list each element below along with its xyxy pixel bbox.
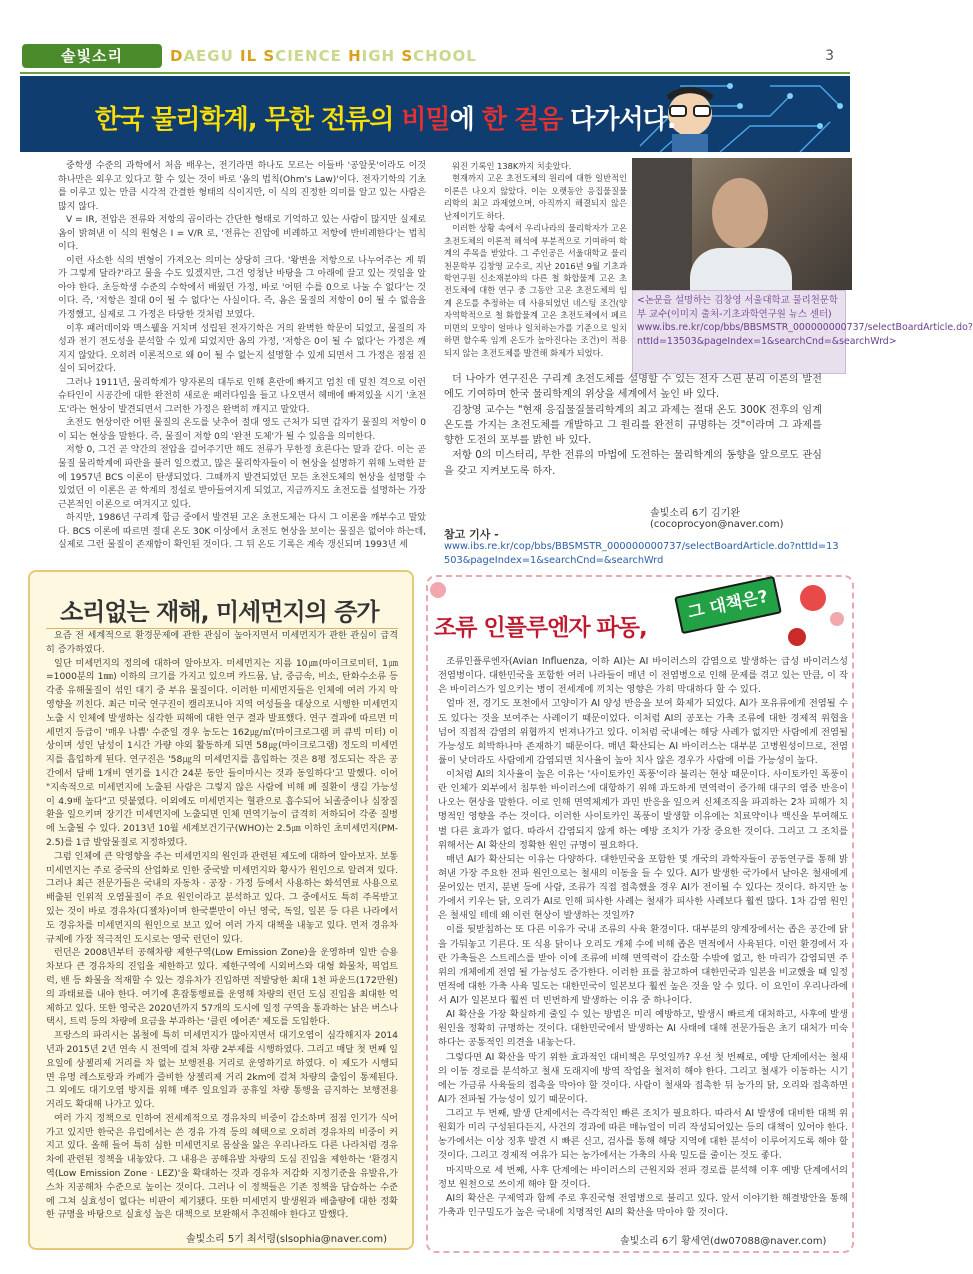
article-paragraph: 저항 0의 미스터리, 무한 전류의 마법에 도전하는 물리학계의 동향을 앞으로도 관심을 갖고 지켜보도록 하자. xyxy=(444,450,822,477)
title-underline xyxy=(46,628,398,629)
virus-icon xyxy=(788,628,806,646)
article-paragraph: 그러나 1911년, 물리학계가 양자론의 대두로 인해 혼란에 빠지고 엄친 데 덮친 격으로 이런 슈타인이 시공간에 대한 완전히 새로운 패러다임을 들고 나오면서 헤매에 빠져있을 시기 '초전도'라는 현상이 발견되면서 그러한 가정은 완벽히 깨지고 말았다. xyxy=(58,377,426,415)
virus-icon xyxy=(430,582,446,598)
virus-icon xyxy=(830,612,844,626)
masthead xyxy=(0,0,870,80)
article-paragraph: 더 나아가 연구진은 구리계 초전도체를 설명할 수 있는 전자 스핀 분리 이론의 발전에도 기여하며 한국 물리학계의 위상을 세계에서 높인 바 있다. xyxy=(444,374,822,401)
article-paragraph: V = IR, 전압은 전류와 저항의 곱이라는 간단한 형태로 기억하고 있는 사람이 많지만 실제로 옴이 밝혀낸 이 식의 원형은 I = V/R 로, '전류는 진압에 비례하고 저항에 반비례한다'는 법칙이다. xyxy=(58,215,426,253)
article-byline: 솔빛소리 6기 김기완(cocoprocyon@naver.com) xyxy=(650,508,784,530)
flu-paragraph: 이를 뒷받침하는 또 다른 이유가 국내 조류의 사육 환경이다. 대부분의 양계장에서는 좁은 공간에 닭을 가둬놓고 기른다. 또 식용 닭이나 오리도 개체 수에 비해 좁은 면적에서 사육된다. 이런 환경에서 자란 가축들은 스트레스를 받아 이에 조류에 비해 면역력이 감소할 수밖에 없고, 한 마리가 감염되면 주위의 개체에게 전염 될 가능성도 증가한다. 이러한 표를 참고하여 대한민국과 일본을 비교했을 때 일정 면적에 대한 가축 사육 밀도는 대한민국이 일본보다 훨씬 높은 것을 알 수 있다. 이 요인이 우리나라에서 AI가 일본보다 훨씬 더 빈번하게 발생하는 이유 중 하나이다. xyxy=(438,924,848,1006)
dust-paragraph: 일단 미세먼지의 정의에 대하여 알아보자. 미세먼지는 지름 10㎛(마이크로미터, 1㎛=1000분의 1㎜) 이하의 크기를 가지고 있으며 카드뮴, 납, 중금속, 비소, 탄화수소류 등 각종 유해물질이 섞인 대기 중 부유 물질이다. 이러한 미세먼지들은 인체에 여러 가지 악영향을 끼친다. 최근 미국 연구진이 캘리포니아 지역 여성들을 대상으로 시행한 미세먼지 노출 시 인체에 발생하는 심각한 피해에 대한 연구 결과 발표했다. 연구 결과에 따르면 미세먼지 등급이 '매우 나쁨' 수준일 경우 농도는 162㎍/㎥(마이크로그램 퍼 큐빅 미터) 이상이며 성인 남성이 1시간 가량 야외 활동하게 되면 58㎍(마이크로그램) 정도의 미세먼지를 흡입하게 된다. 연구진은 '58㎍의 미세먼지를 흡입하는 것은 8평 정도되는 작은 공간에서 담배 1개비 연기를 1시간 24분 동안 들이마시는 것과 동일하다'고 말했다. 이어 "지속적으로 미세먼지에 노출된 사람은 그렇지 않은 사람에 비해 폐 질환이 생길 가능성이 4.9배 높다"고 덧붙였다. 이외에도 미세먼지는 혈관으로 흡수되어 뇌졸중이나 심장질환을 일으키며 장기간 미세먼지에 노출되면 인체 면역기능이 급격히 저하되어 각종 질병에 노출될 수 있다. 2013년 10월 세계보건기구(WHO)는 2.5㎛ 이하인 초미세먼지(PM-2.5)를 1급 발암물질로 지정하였다. xyxy=(46,658,398,848)
flu-paragraph: 이처럼 AI의 치사율이 높은 이유는 '사이토카인 폭풍'이라 불리는 현상 때문이다. 사이토카인 폭풍이란 인체가 외부에서 침투한 바이러스에 대항하기 위해 과도하게 면역력이 증가해 대구의 염증 반응이 나오는 현상을 말한다. 이로 인해 면역체계가 과민 반응을 일으켜 신체조직을 파괴하는 2차 피해가 치명적인 영향을 주는 것이다. 이러한 사이토카인 폭풍이 발생할 이유에는 치료약이나 백신을 투여해도 별 다른 효과가 없다. 따라서 감염되지 않게 하는 예방 조치가 가장 중요한 것이다. 그리고 그 조치를 위해서는 AI 확산의 정확한 원인 규명이 필요하다. xyxy=(438,769,848,851)
flu-paragraph: 마지막으로 세 번째, 사후 단계에는 바이러스의 근원지와 전파 경로를 분석해 이후 예방 단계에서의 정보 원천으로 쓰이게 해야 할 것이다. xyxy=(438,1164,848,1190)
article-paragraph: 하지만, 1986년 구리계 합금 중에서 발견된 고온 초전도체는 다시 그 이론을 깨부수고 말았다. BCS 이론에 따르면 절대 온도 30K 이상에서 초전도 현상을 보이는 물질은 없어야 하는데, 실제로 그런 물질이 존재함이 확인된 것이다. 그 뒤 온도 기록은 계속 갱신되며 1993년 세 xyxy=(58,513,426,551)
article-title-part: 한 걸음 xyxy=(481,105,563,135)
article-paragraph: 김창영 교수는 "현재 응집물질물리학계의 최고 과제는 절대 온도 300K 전후의 임계 온도를 가지는 초전도체를 개발하고 그 원리를 완전히 규명하는 것"이라며 그 과제를 향한 도전의 포부를 밝힌 바 있다. xyxy=(444,404,822,447)
virus-icon xyxy=(800,585,826,611)
article-paragraph: 이런 사소한 식의 변형이 가져오는 의미는 상당히 크다. '왕변을 저항으로 나누어주는 게 뭐가 그렇게 달라?'라고 물을 수도 있겠지만, 그건 엉청난 바탕을 그 아래에 끌고 있는 것임을 알아야 한다. 초등학생 수준의 수학에서 배웠던 가정, 바로 '어떤 수를 0으로 나눌 수 없다'는 것이다. 즉, '저항은 절대 0이 될 수 없다'는 사실이다. 즉, 옴은 물질의 저항이 0이 될 수 없음을 가정했고, 실제로 그 가정은 타당한 것처럼 보였다. xyxy=(58,255,426,321)
school-name-initial: S xyxy=(263,47,276,65)
school-name-part: CIENCE xyxy=(275,47,349,65)
article-paragraph: 초전도 현상이란 어떤 물질의 온도를 낮추어 절대 영도 근처가 되면 갑자기 물질의 저항이 0이 되는 현상을 말한다. 즉, 물질이 저항 0의 '완전 도체'가 될 수 있음을 의미한다. xyxy=(58,418,426,442)
article-paragraph: 워진 기록인 138K까지 치솟았다. xyxy=(452,161,572,171)
photo-caption: <논문을 설명하는 김창영 서울대학교 물리천문학부 교수(이미지 출처-기초과학연구원 뉴스 센터) www.ibs.re.kr/cop/bbs/BBSMSTR_000000000737/selectBoardArticle.do?nttId=13503&pageIndex=1&searchCnd=&searchWrd> xyxy=(632,290,846,374)
article-title-part: 에 xyxy=(449,105,482,135)
article-title-part: 비밀 xyxy=(401,105,450,135)
flu-article-byline: 솔빛소리 6기 황세연(dw07088@naver.com) xyxy=(620,1236,827,1247)
flu-article-body xyxy=(438,655,848,1220)
article-body-left xyxy=(58,160,426,553)
dust-article-title: 소리없는 재해, 미세먼지의 증가 xyxy=(60,598,379,626)
article-paragraph: 이러한 상황 속에서 우리나라의 물리학자가 고온 초전도체의 이론적 해석에 부분적으로 기여하여 학계의 주목을 받았다. 그 주인공은 서울대학교 물리천문학부 김창영 교수로, 지난 2016년 9월 기초과학연구원 신소재분야의 다른 철 화합물계 고온 초전도체에 대한 연구 중 그동안 고온 초전도체의 임계 온도를 추정하는 데 사용되었던 네스팅 조건(양자역학적으로 철 화합물계 고온 초전도체에서 페르미면의 모양이 얼마나 일치하는가를 기준으로 일치하면 할수록 임계 온도가 높아진다는 조건)이 적용되지 않는 초전도체를 발견해 화제가 되었다. xyxy=(444,223,627,358)
dust-article-byline: 솔빛소리 5기 최서령(slsophia@naver.com) xyxy=(186,1234,387,1245)
flu-paragraph: 매년 AI가 확산되는 이유는 다양하다. 대한민국을 포함한 몇 개국의 과학자들이 공동연구를 통해 밝혀낸 가장 주요한 전파 원인으로는 철새의 이동을 들 수 있다. AI가 발생한 국가에서 날아온 철새에게 묻어있는 먼지, 분변 등에 사람, 조류가 직접 접촉했을 경우 AI가 전이될 수 있다는 것이다. 하지만 농가에서 키우는 닭, 오리가 AI로 인해 피사한 사례는 철새가 피사한 사례보다 훨씬 많다. 1차 감염 원인은 철새일 테데 왜 이런 현상이 발생하는 것일까? xyxy=(438,853,848,922)
dust-paragraph: 런던은 2008년부터 공해차량 제한구역(Low Emission Zone)을 운영하며 일반 승용차보다 큰 경유차의 진입을 제한하고 있다. 제한구역에 시외버스와 대형 화물차, 픽업트럭, 밴 등 화물을 적재할 수 있는 경유차가 진입하면 적발당한 최대 1천 파운드(172만원)의 과태료를 내야 한다. 여기에 혼잡통행료를 운영해 차량의 런던 도심 진입을 최대한 억제하고 있다. 또한 영국은 2020년까지 57개의 도시에 일정 구역을 통과하는 낡은 버스나 택시, 트럭 등의 차량에 요금을 부과하는 '클린 에어존' 제도를 도입한다. xyxy=(46,948,398,1028)
bookshelf-background xyxy=(632,158,692,290)
school-name-initial: H xyxy=(348,47,362,65)
portrait-face xyxy=(712,178,768,248)
article-title xyxy=(95,99,676,136)
school-name-part: CHOOL xyxy=(413,47,477,65)
page-number: 3 xyxy=(825,48,834,64)
dust-paragraph: 그럼 인체에 큰 악영향을 주는 미세먼지의 원인과 관련된 제도에 대하여 알아보자. 보통 미세먼지는 주로 중국의 산업화로 인한 중국발 미세먼지와 황사가 원인으로 알려져 있다. 그러나 최근 전문가들은 국내의 자동차 · 공장 · 가정 등에서 사용하는 화석연료 사용으로 배출된 인위적 오염물질이 주요 원인이라고 분석하고 있다. 그 중에서도 특히 주목받고 있는 것이 바로 경유차(디젤차)이며 한국뿐만이 아닌 영국, 독일, 일본 등 다른 나라에서도 경유차를 미세먼지의 원인으로 보고 있어 여러 가지 대책을 내놓고 있다. 먼저 경유차 규제에 가장 적극적인 도시로는 영국 런던이 있다. xyxy=(46,851,398,945)
flu-paragraph: 조류인플루엔자(Avian Influenza, 이하 AI)는 AI 바이러스의 감염으로 발생하는 급성 바이러스성 전염병이다. 대한민국을 포함한 여러 나라들이 매년 이 전염병으로 인해 문제를 겪고 있는 만큼, 이 작은 바이러스가 일으키는 병이 전세계에 끼치는 영향은 가히 막대하다 할 수 있다. xyxy=(438,656,849,696)
article-banner xyxy=(20,76,850,152)
dust-paragraph: 여러 가지 정책으로 인하여 전세계적으로 경유차의 비중이 감소하며 점점 인기가 식어가고 있지만 한국은 유럽에서는 쓴 경유 가격 등의 혜택으로 오히려 경유차의 비중이 커지고 있다. 올해 들어 특히 심한 미세먼지로 몸살을 앓은 우리나라도 다른 나라처럼 경유차에 관련된 정책을 내놓았다. 그 내용은 공해유발 차량의 도심 진입을 제한하는 '환경지역(Low Emission Zone · LEZ)'을 확대하는 것과 경유차 저감화 지정기준을 유발유,가스차 지공해차 수준으로 높이는 것이다. 그러나 이 정책들은 기존 정책을 답습하는 수준에 그쳐 실효성이 없다는 비판이 제기됐다. 또한 미세먼지 발생원과 배출량에 대한 정확한 규명을 바탕으로 실효성 높은 대책으로 보완해서 추진해야 한다고 말했다. xyxy=(46,1113,398,1221)
professor-photo xyxy=(632,158,852,290)
school-name-initial: D xyxy=(170,47,184,65)
school-name-part: IGH xyxy=(361,47,402,65)
reference-link[interactable]: www.ibs.re.kr/cop/bbs/BBSMSTR_000000000737/selectBoardArticle.do?nttId=13503&pageIndex=1&searchCnd=&searchWrd xyxy=(444,541,839,566)
article-paragraph: 이후 패러데이와 맥스웰을 거치며 성립된 전자기학은 거의 완벽한 학문이 되었고, 물질의 자성과 전기 전도성을 분석할 수 있게 되었지만 옴의 가정, '저항은 0이 될 수 없다'는 가정은 깨지지 않았다. 오히려 이론적으로 왜 0이 될 수 없는지 설명할 수 있게 되면서 그 가정은 점점 진실이 되어갔다. xyxy=(58,323,426,375)
school-name xyxy=(170,47,477,65)
flu-paragraph: 얼마 전, 경기도 포천에서 고양이가 AI 양성 반응을 보여 화제가 되었다. AI가 포유류에게 전염될 수도 있다는 것을 보여주는 사례이기 때문이었다. 이처럼 AI의 공포는 가축 조류에 대한 경제적 위협을 넘어 직접적 감염의 위협까지 번져나가고 있다. 이처럼 국내에는 해당 사례가 없지만 사람에게 전염될 가능성도 희박하나마 존재하기 때문이다. 매년 확산되는 AI 바이러스는 대부분 고병원성이므로, 전염률이 낮더라도 사람에게 감염되면 치사율이 높아 치사 않은 경우가 사람에 이를 가능성이 높다. xyxy=(438,698,848,766)
article-title-part: 한국 물리학계, 무한 전류의 xyxy=(95,105,402,135)
reference-title: 참고 기사 - xyxy=(444,528,499,541)
flu-paragraph: 그리고 두 번째, 발생 단계에서는 즉각적인 빠른 조치가 필요하다. 따라서 AI 발생에 대비한 대책 위원회가 미리 구성된다든지, 사건의 경과에 따른 매뉴얼이 미리 작성되어있는 등의 대책이 있어야 한다. 농가에서는 이상 징후 발견 시 빠른 신고, 검사를 통해 해당 지역에 대한 분석이 이루어지도록 해야 할 것이다. 그리고 경제적 여유가 되는 농가에서는 가축의 사육 밀도를 줄이는 것도 좋다. xyxy=(438,1108,848,1162)
school-name-initial: IL xyxy=(240,47,264,65)
article-paragraph: 중학생 수준의 과학에서 처음 배우는, 전기라면 하나도 모르는 이들바 '공알못'이라도 이것 하나만은 외우고 있다고 할 수 있는 것이 바로 '옴의 법칙(Ohm's Law)'이다. 전자기학의 기초를 이루고 있는 만큼 시각적 간결한 형태의 식이지만, 이 식의 진정한 의미를 알고 있는 사람은 많지 않다. xyxy=(58,161,426,212)
flu-paragraph: 그렇다면 AI 확산을 막기 위한 효과적인 대비책은 무엇일까? 우선 첫 번째로, 예방 단계에서는 철새의 이동 경로를 분석하고 철새 도래지에 방역 작업을 철저히 해야 한다. 그리고 철새가 이동하는 시기에는 가금류 사육들의 접촉을 막아야 할 것이다. 사람이 철새와 접촉한 뒤 농가의 닭, 오리와 접촉하면 AI가 전파될 가능성이 있기 때문이다. xyxy=(438,1051,848,1105)
article-body-right-lower xyxy=(444,372,822,479)
dust-paragraph: 요즘 전 세계적으로 환경문제에 관한 관심이 높아지면서 미세먼지가 관한 관심이 급격히 증가하였다. xyxy=(46,631,398,655)
school-name-initial: S xyxy=(401,47,414,65)
dust-paragraph: 프랑스의 파리시는 봄철에 특히 미세먼지가 많아지면서 대기오염이 심각해지자 2014년과 2015년 2년 연속 시 전역에 걸쳐 차량 2부제를 시행하였다. 그리고 매달 첫 번째 일요일에 상젤리제 거리를 차 없는 보행전용 거리로 운영하기로 하였다. 이 제도가 시행되면 유명 레스토랑과 카페가 즐비한 상젤리제 거리 2km에 걸쳐 차량의 출입이 통제된다. 그 외에도 대기오염 방지를 위해 매주 일요일과 공휴일 차량 통행을 금지하는 보행전용 거리도 확대해 나가고 있다. xyxy=(46,1031,398,1111)
masthead-divider xyxy=(20,72,850,74)
newspaper-logo: 솔빛소리 xyxy=(22,44,162,68)
flu-article-title: 조류 인플루엔자 파동, xyxy=(434,615,647,641)
flu-article-badge: 그 대책은? xyxy=(674,576,782,634)
school-name-part: AEGU xyxy=(183,47,241,65)
dust-article-body xyxy=(46,630,398,1223)
flu-paragraph: AI 확산을 가장 확실하게 줄일 수 있는 방법은 미리 예방하고, 발생시 빠르게 대처하고, 사후에 발생 원인을 정확히 규명하는 것이다. 대한민국에서 발생하는 AI 사태에 대해 전문가들은 초기 대처가 미숙하다는 공통적인 의견을 내놓는다. xyxy=(438,1009,848,1049)
article-body-right-upper xyxy=(444,160,627,359)
article-paragraph: 저항 0, 그건 곧 약간의 전압을 걸어주기만 해도 전류가 무한정 흐른다는 말과 같다. 이는 곧 물질 물리학계에 파란을 불러 일으켰고, 많은 물리학자들이 이 현상을 설명하기 위해 노력한 끝에 1957년 BCS 이론이 탄생되었다. 그때까지 발견되었던 모든 초전도체의 현상을 설명할 수 있었던 이 이론은 곧 학계의 정설로 받아들여지게 되었고, 지금까지도 초전도를 설명하는 가장 근본적인 이론으로 여겨지고 있다. xyxy=(58,445,426,510)
article-paragraph: 현재까지 고온 초전도체의 원리에 대한 일반적인 이론은 나오지 않았다. 이는 오랫동안 응집물질물리학의 최고 과제였으며, 아직까지 해결되지 않은 난제이기도 하다. xyxy=(444,173,627,221)
flu-paragraph: AI의 확산은 구제역과 함께 주로 후진국형 전염병으로 불리고 있다. 앞서 이야기한 해결방안을 통해 가축과 인구밀도가 높은 국내에 치명적인 AI의 확산을 막아야 할 것이다. xyxy=(438,1192,848,1218)
article-title-part: 다가서다. xyxy=(562,105,676,135)
portrait-shirt xyxy=(690,248,792,290)
